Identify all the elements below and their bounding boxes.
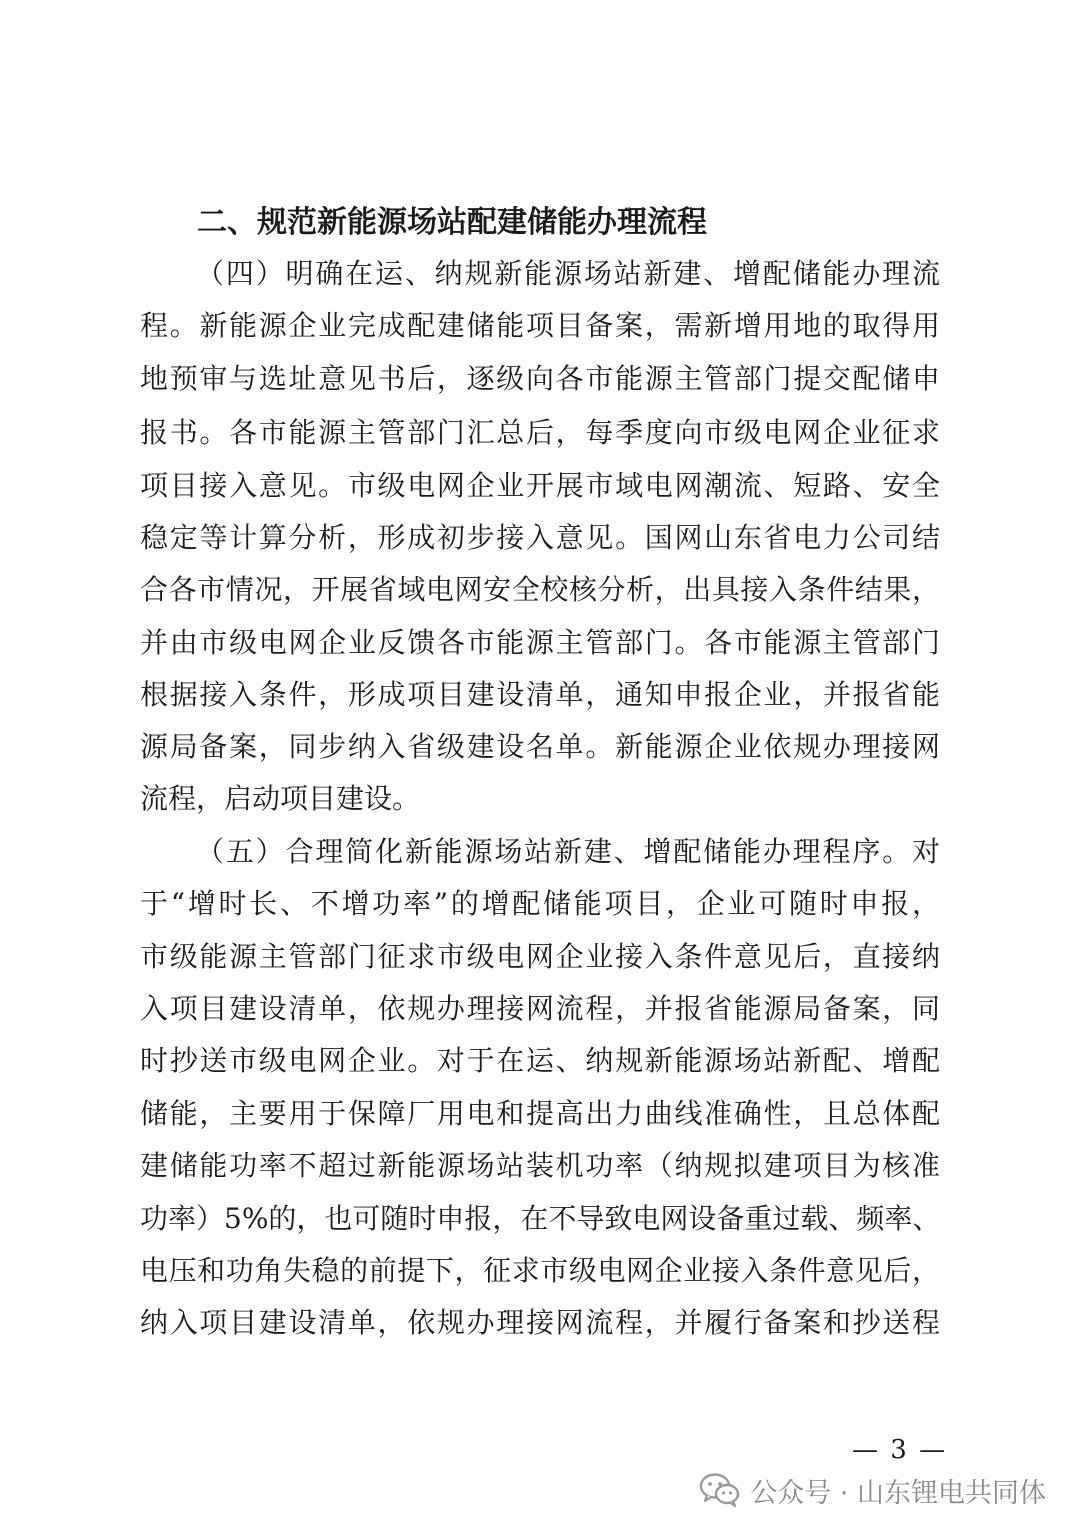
paragraph-line: 入项目建设清单，依规办理接网流程，并报省能源局备案，同 [140,992,940,1025]
wechat-icon [698,1470,742,1510]
paragraph-line: 合各市情况，开展省域电网安全校核分析，出具接入条件结果， [140,573,940,606]
paragraph-line: 时抄送市级电网企业。对于在运、纳规新能源场站新配、增配 [140,1044,940,1077]
section-heading: 二、规范新能源场站配建储能办理流程 [197,205,707,240]
paragraph-line: 项目接入意见。市级电网企业开展市域电网潮流、短路、安全 [140,469,940,502]
watermark-text: 公众号 · 山东锂电共同体 [750,1477,1046,1509]
paragraph-line: 并由市级电网企业反馈各市能源主管部门。各市能源主管部门 [140,626,940,659]
paragraph-line: 市级能源主管部门征求市级电网企业接入条件意见后，直接纳 [140,940,940,973]
paragraph-line: 功率）5%的，也可随时申报，在不导致电网设备重过载、频率、 [140,1202,941,1235]
paragraph-line: 于“增时长、不增功率”的增配储能项目，企业可随时申报， [140,887,940,920]
paragraph-line: 储能，主要用于保障厂用电和提高出力曲线准确性，且总体配 [140,1097,940,1130]
paragraph-line: 报书。各市能源主管部门汇总后，每季度向市级电网企业征求 [140,416,940,449]
paragraph-line: 根据接入条件，形成项目建设清单，通知申报企业，并报省能 [140,678,940,711]
paragraph-line: （四）明确在运、纳规新能源场站新建、增配储能办理流 [196,257,940,290]
paragraph-line: 电压和功角失稳的前提下，征求市级电网企业接入条件意见后， [140,1254,940,1287]
paragraph-line: （五）合理简化新能源场站新建、增配储能办理程序。对 [196,835,940,868]
watermark [698,1468,1046,1512]
paragraph-line: 建储能功率不超过新能源场站装机功率（纳规拟建项目为核准 [140,1149,940,1182]
paragraph-line: 源局备案，同步纳入省级建设名单。新能源企业依规办理接网 [140,730,940,763]
paragraph-line: 地预审与选址意见书后，逐级向各市能源主管部门提交配储申 [140,362,940,395]
paragraph-line: 纳入项目建设清单，依规办理接网流程，并履行备案和抄送程 [140,1306,940,1339]
paragraph-line: 流程，启动项目建设。 [140,782,421,815]
paragraph-line: 稳定等计算分析，形成初步接入意见。国网山东省电力公司结 [140,521,940,554]
page-number: — 3 — [852,1435,948,1465]
paragraph-line: 程。新能源企业完成配建储能项目备案，需新增用地的取得用 [140,309,940,342]
